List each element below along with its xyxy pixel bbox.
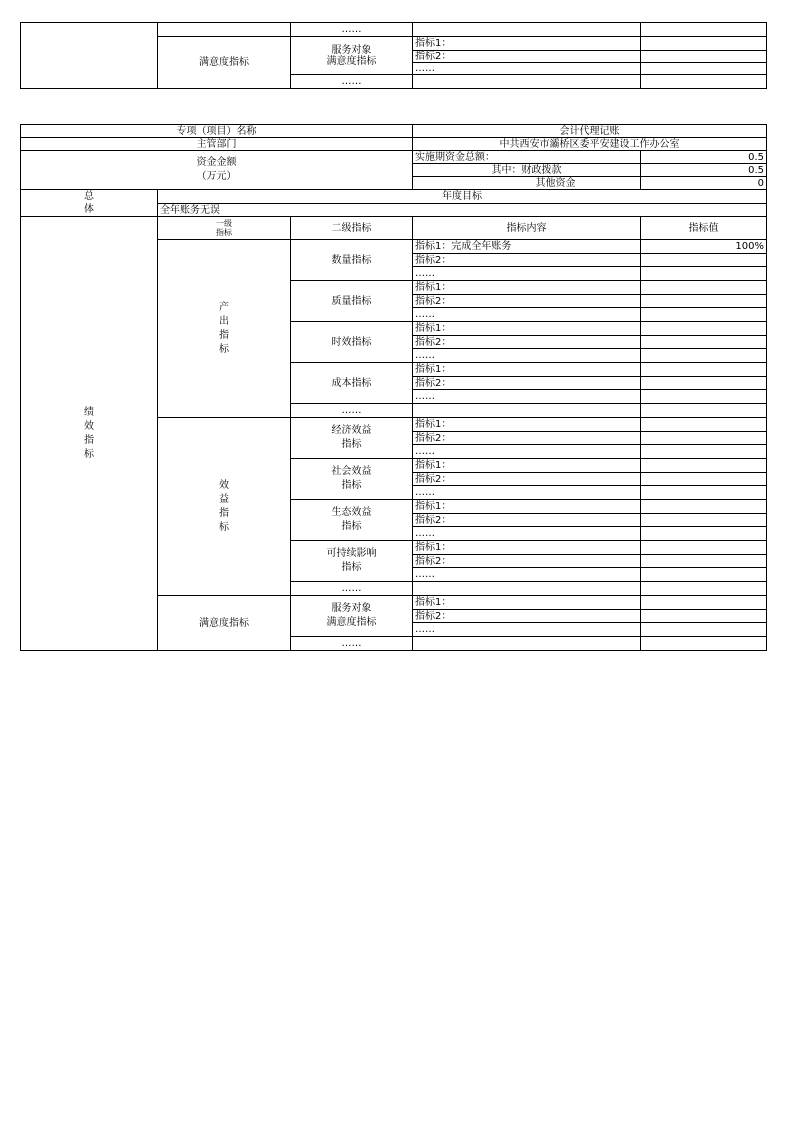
indicator-ellipsis: …… (413, 349, 641, 363)
fund-other-value: 0 (641, 177, 767, 190)
indicator-ellipsis: …… (413, 445, 641, 459)
ellipsis-cell: …… (291, 23, 413, 37)
indicator-ellipsis: …… (413, 527, 641, 541)
blank-left-cell (21, 23, 158, 89)
output-label: 产 出 指 标 (219, 301, 229, 355)
indicator-2: 指标2： (413, 377, 641, 390)
output-cost-label: 成本指标 (291, 363, 413, 404)
indicator-2: 指标2： (413, 295, 641, 308)
benefit-label-cell (158, 418, 291, 596)
output-quantity-label: 数量指标 (291, 240, 413, 281)
ellipsis-cell: …… (291, 75, 413, 89)
blank-cell (158, 23, 291, 37)
fund-fiscal-value: 0.5 (641, 164, 767, 177)
project-name-label: 专项（项目）名称 (21, 125, 413, 138)
value-header: 指标值 (641, 217, 767, 240)
satisfaction-label: 满意度指标 (158, 37, 291, 89)
benefit-label: 效 益 指 标 (219, 479, 229, 533)
indicator-ellipsis: …… (413, 267, 641, 281)
perf-label-cell (21, 217, 158, 651)
fund-total-value: 0.5 (641, 151, 767, 164)
dept-value: 中共西安市灞桥区委平安建设工作办公室 (413, 138, 767, 151)
indicator-2: 指标2： (413, 610, 641, 623)
indicator-ellipsis: …… (413, 623, 641, 637)
indicator-ellipsis: …… (413, 390, 641, 404)
indicator-2: 指标2： (413, 336, 641, 349)
service-satisfaction-label: 服务对象 满意度指标 (291, 596, 413, 637)
indicator-2: 指标2： (413, 555, 641, 568)
indicator-1: 指标1： (413, 541, 641, 555)
indicator-ellipsis: …… (413, 568, 641, 582)
indicator-1: 指标1： (413, 363, 641, 377)
benefit-ellipsis: …… (291, 582, 413, 596)
satisfaction-ellipsis: …… (291, 637, 413, 651)
content-header: 指标内容 (413, 217, 641, 240)
project-name-value: 会计代理记账 (413, 125, 767, 138)
satisfaction-label: 满意度指标 (158, 596, 291, 651)
output-timeliness-label: 时效指标 (291, 322, 413, 363)
indicator-1: 指标1： (413, 459, 641, 473)
indicator-2: 指标2： (413, 432, 641, 445)
indicator-ellipsis: …… (413, 486, 641, 500)
benefit-ecological-label: 生态效益 指标 (291, 500, 413, 541)
annual-goal-value: 全年账务无误 (158, 204, 767, 217)
fund-label: 资金金额 （万元） (21, 151, 413, 190)
dept-label: 主管部门 (21, 138, 413, 151)
overall-label: 总 体 (21, 190, 158, 217)
output-quality-label: 质量指标 (291, 281, 413, 322)
annual-goal-label: 年度目标 (158, 190, 767, 204)
indicator-1: 指标1： (413, 500, 641, 514)
fund-fiscal-label: 其中：财政拨款 (413, 164, 641, 177)
output-ellipsis: …… (291, 404, 413, 418)
top-fragment-table (20, 22, 767, 89)
indicator-1: 指标1： (413, 596, 641, 610)
performance-table (20, 124, 767, 651)
indicator-ellipsis: …… (413, 63, 641, 75)
output-label-cell (158, 240, 291, 418)
indicator-ellipsis: …… (413, 308, 641, 322)
indicator-2: 指标2： (413, 51, 641, 63)
service-satisfaction-label: 服务对象 满意度指标 (291, 37, 413, 75)
indicator-1: 指标1： (413, 322, 641, 336)
level2-header: 二级指标 (291, 217, 413, 240)
level1-header: 一级 指标 (158, 217, 291, 240)
benefit-sustainable-label: 可持续影响 指标 (291, 541, 413, 582)
indicator-2: 指标2： (413, 473, 641, 486)
indicator-1: 指标1：完成全年账务 (413, 240, 641, 254)
indicator-1: 指标1： (413, 37, 641, 51)
benefit-economic-label: 经济效益 指标 (291, 418, 413, 459)
fund-total-label: 实施期资金总额： (413, 151, 641, 164)
indicator-2: 指标2： (413, 514, 641, 527)
benefit-social-label: 社会效益 指标 (291, 459, 413, 500)
fund-other-label: 其他资金 (413, 177, 641, 190)
perf-label: 绩 效 指 标 (84, 406, 94, 460)
indicator-1: 指标1： (413, 418, 641, 432)
indicator-2: 指标2： (413, 254, 641, 267)
indicator-value: 100% (641, 240, 767, 254)
indicator-1: 指标1： (413, 281, 641, 295)
